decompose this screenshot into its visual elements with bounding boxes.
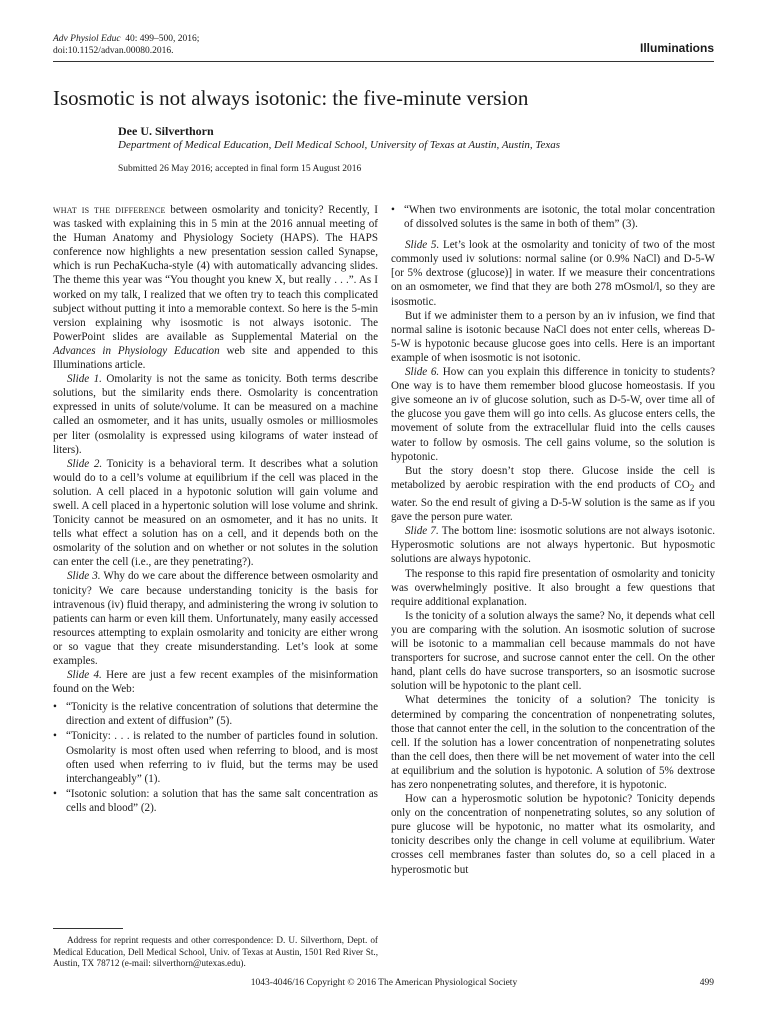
article-title: Isosmotic is not always isotonic: the five-minute version	[53, 86, 529, 110]
slide-2-paragraph: Slide 2. Tonicity is a behavioral term. It describes what a solution would do to a cell’s volume at equilibrium if the cell was placed in the solution. A cell placed in a hypotonic solution will gain volume and swell. A cell placed in a hypertonic solution will lose volume and shrink. Tonicity cannot be measured on an osmometer, and it has no units. It tells what effect a solution has on a cell, and it depends both on the osmolarity of the solution and on whether or not solutes in the solution can enter the cell (i.e., are they penetrating?).	[53, 457, 378, 569]
footnote-divider	[53, 928, 123, 929]
response-paragraph: The response to this rapid fire presentation of osmolarity and tonicity was overwhelmingly positive. It also brought a few questions that require additional explanation.	[391, 567, 715, 608]
slide-6-paragraph: Slide 6. How can you explain this difference in tonicity to students? One way is to have them remember blood glucose homeostasis. If you give someone an iv of glucose solution, such as D-5-W, over time all of the glucose you gave them will go into cells. As glucose enters cells, the movement of solute from the extracellular fluid into the cells causes water to follow by osmosis. The cell gains volume, so the solution is hypotonic.	[391, 366, 715, 463]
bullet-marker: •	[391, 204, 395, 216]
journal-reference: Advances in Physiology Education	[53, 344, 220, 357]
misinformation-list-continued	[391, 203, 715, 231]
hyperosmotic-paragraph: How can a hyperosmotic solution be hypotonic? Tonicity depends only on the concentration of nonpenetrating solutes, so any solution of pure glucose will be hypotonic, no matter what its osmolarity, and tonicity describes only the change in cell volume at equilibrium. Water crosses cell membranes faster than solutes do, so a cell placed in a hyperosmotic but	[391, 793, 715, 876]
doi: doi:10.1152/advan.00080.2016.	[53, 46, 174, 56]
section-label: Illuminations	[639, 41, 714, 55]
glucose-metabolism-paragraph: But the story doesn’t stop there. Glucose inside the cell is metabolized by aerobic respiration with the end products of $CO_2$ and water. So the end result of giving a D-5-W solution is the same as if you gave the person pure water.	[391, 464, 715, 524]
misinformation-list	[53, 700, 378, 815]
journal-name: Adv Physiol Educ	[53, 34, 121, 44]
correspondence-footnote: Address for reprint requests and other correspondence: D. U. Silverthorn, Dept. of Medical Education, Dell Medical School, Univ. of Texas at Austin, 1501 Red River St., Austin, TX 78712 (e-mail: silverthorn@utexas.edu).	[53, 935, 378, 969]
bullet-marker: •	[53, 787, 57, 800]
slide-1-paragraph: Slide 1. Omolarity is not the same as tonicity. Both terms describe solutions, but the similarity ends there. Osmolarity is concentration expressed in units of solute/volume. It can be measured on a machine called an osmometer, and it has units, usually osmoles or milliosmoles per liter (osmolality is expressed using kilograms of water instead of liters).	[53, 373, 378, 456]
header-divider	[53, 61, 714, 62]
intro-lead: what is the difference	[53, 204, 166, 216]
slide-4-paragraph: Slide 4. Here are just a few recent examples of the misinformation found on the Web:	[53, 669, 378, 696]
copyright-line: 1043-4046/16 Copyright © 2016 The American Physiological Society	[250, 978, 518, 988]
slide-7-paragraph: Slide 7. The bottom line: isosmotic solutions are not always isotonic. Hyperosmotic solutions are not always hypertonic. But hyposmotic solutions are always hypotonic.	[391, 525, 715, 566]
journal-citation	[53, 33, 199, 57]
slide-5-paragraph: Slide 5. Let’s look at the osmolarity and tonicity of two of the most commonly used iv solutions: normal saline (or 0.9% NaCl) and D-5-W [or 5% dextrose (glucose)] in water. If we measure their concentrations on an osmometer, we find that they are both 278 mOsmol/l, so they are isosmotic.	[391, 239, 716, 308]
iv-paragraph: But if we administer them to a person by an iv infusion, we find that normal saline is isotonic because NaCl does not enter cells, whereas D-5-W is hypotonic because glucose goes into cells. Here is an important example of when isosmotic is not isotonic.	[391, 309, 715, 364]
page-number: 499	[699, 978, 714, 988]
author-name: Dee U. Silverthorn	[118, 124, 214, 138]
tonicity-determines-paragraph: What determines the tonicity of a solution? The tonicity is determined by comparing the concentration of nonpenetrating solutes, those that cannot enter the cell, in the solution to the concentration of the cell. If the solution has a lower concentration of nonpenetrating solutes than the cell does, then there will be net movement of water into the cell at equilibrium and the solution is hypotonic. A solution of 5% dextrose has zero nonpenetrating solutes, and therefore, it is hypotonic.	[391, 694, 715, 791]
intro-paragraph: what is the difference between osmolarity and tonicity? Recently, I was tasked with explaining this in 5 min at the 2016 annual meeting of the Human Anatomy and Physiology Society (HAPS). The HAPS conference now highlights a new presentation session called Synapse, which is run PechaKucha-style (4) with automatically advancing slides. The theme this year was “You thought you knew X, but really . . .”. As I worked on my talk, I realized that we often try to teach this complicated subject without putting it into a memorable context. So here is the 5-min version explaining why isosmotic is not always isotonic. The PowerPoint slides are available as Supplemental Material on the Advances in Physiology Education web site and appended to this Illuminations article.	[53, 204, 378, 372]
citation-volume: 40: 499–500, 2016;	[125, 34, 200, 44]
right-column	[391, 203, 715, 877]
submission-dates: Submitted 26 May 2016; accepted in final form 15 August 2016	[118, 164, 362, 174]
bullet-marker: •	[53, 730, 57, 743]
slide-3-paragraph: Slide 3. Why do we care about the difference between osmolarity and tonicity? We care because understanding tonicity is the basis for intravenous (iv) fluid therapy, and administering the wrong iv solution to patients can harm or even kill them. Unfortunately, many easily accessed resources attempting to explain osmolarity and tonicity are either wrong or so vague that they create misunderstanding. Let’s look at some examples.	[53, 570, 378, 667]
list-item: • “When two environments are isotonic, the total molar concentration of dissolved solutes is the same in both of them” (3).	[391, 204, 715, 231]
bullet-marker: •	[53, 701, 57, 714]
tonicity-same-paragraph: Is the tonicity of a solution always the same? No, it depends what cell you are comparing with the solution. An isosmotic solution of sucrose will be isotonic to a mammalian cell because mammals do not have transporters for sucrose, and sucrose cannot enter the cell. On the other hand, plant cells do have sucrose transporters, so an isosmotic sucrose solution will be hypotonic to the plant cell.	[391, 609, 715, 693]
author-affiliation: Department of Medical Education, Dell Medical School, University of Texas at Austin, Austin, Texas	[118, 139, 561, 151]
list-item: • “Tonicity: . . . is related to the number of particles found in solution. Osmolarity is most often used when referring to blood, and is most often used when referring to iv fluid, but the terms may be used interchangeably” (1).	[53, 730, 378, 785]
list-item: • “Tonicity is the relative concentration of solutions that determine the direction and extent of diffusion” (5).	[53, 701, 378, 728]
left-column	[53, 203, 378, 819]
list-item: • “Isotonic solution: a solution that has the same salt concentration as cells and blood” (2).	[53, 787, 378, 814]
